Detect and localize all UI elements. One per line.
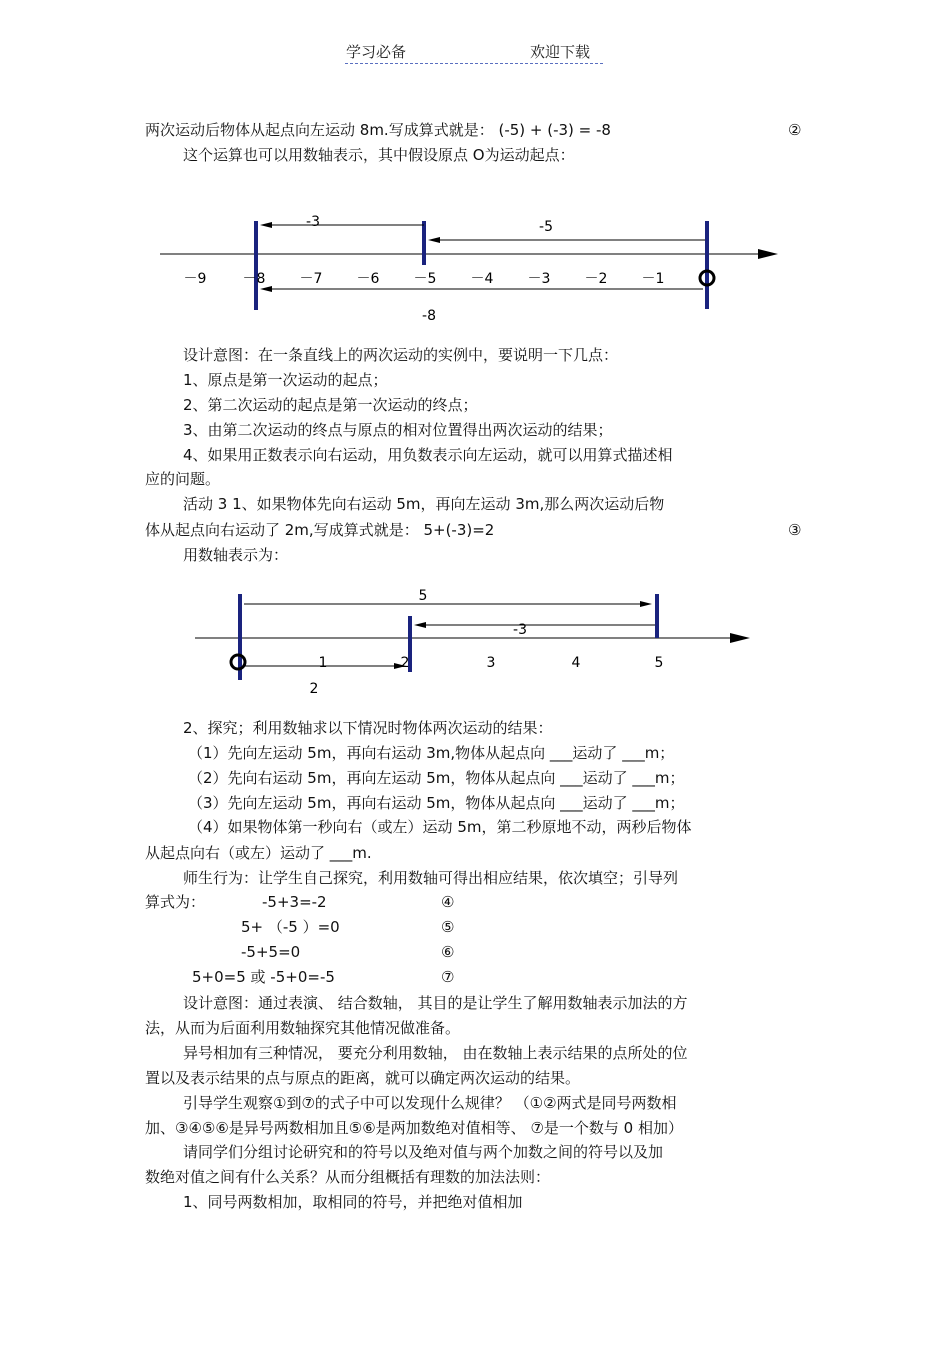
arrow-label-2: 2: [309, 681, 319, 697]
tick-label: －3: [527, 271, 551, 287]
equation-mark-7: ⑦: [441, 968, 455, 986]
header-left: 学习必备: [346, 43, 407, 61]
tick-label: －5: [413, 271, 437, 287]
equation-mark-5: ⑤: [441, 918, 455, 936]
number-line-1: [150, 205, 800, 330]
axis-arrowhead: [730, 633, 750, 643]
arrow-label-5: 5: [418, 588, 428, 604]
design-intent-1: 设计意图：在一条直线上的两次运动的实例中，要说明一下几点：: [183, 346, 619, 364]
formula-6: -5+5=0: [241, 943, 301, 961]
arrow-minus3-head: [260, 222, 272, 228]
tick-label: 1: [318, 655, 328, 671]
explore-question-1: （1）先向左运动 5m，再向右运动 3m,物体从起点向 ___运动了 ___m；: [188, 744, 675, 762]
design-point-2: 2、第二次运动的起点是第一次运动的终点；: [183, 396, 478, 414]
formula-7: 5+0=5 或 -5+0=-5: [192, 968, 335, 986]
axis-arrowhead: [758, 249, 778, 259]
equation-mark-2: ②: [788, 121, 802, 139]
design-intent-2-cont: 法，从而为后面利用数轴探究其他情况做准备。: [145, 1019, 461, 1037]
arrow-label-minus3: -3: [306, 214, 320, 230]
tick-label: 4: [571, 655, 581, 671]
guide-para-cont: 加、③④⑤⑥是异号两数相加且⑤⑥是两加数绝对值相等、 ⑦是一个数与 0 相加）: [145, 1119, 683, 1137]
arrow-minus5-head: [428, 237, 440, 243]
number-line-2: [190, 580, 770, 705]
tick-label: 2: [400, 655, 410, 671]
tick-label: 3: [486, 655, 496, 671]
para-sum-left: 两次运动后物体从起点向左运动 8m.写成算式就是： (-5) + (-3) = -8: [145, 121, 611, 139]
activity3-line2: 体从起点向右运动了 2m,写成算式就是： 5+(-3)=2: [145, 521, 495, 539]
design-intent-2: 设计意图：通过表演、 结合数轴， 其目的是让学生了解用数轴表示加法的方: [183, 994, 688, 1012]
header-divider: [345, 63, 603, 64]
explore-question-3: （3）先向左运动 5m，再向右运动 5m，物体从起点向 ___运动了 ___m；: [188, 794, 685, 812]
tick-label: －2: [584, 271, 608, 287]
formula-4: -5+3=-2: [262, 893, 327, 911]
explore-title: 2、探究；利用数轴求以下情况时物体两次运动的结果：: [183, 719, 553, 737]
equation-mark-3: ③: [788, 521, 802, 539]
explore-question-4: （4）如果物体第一秒向右（或左）运动 5m，第二秒原地不动，两秒后物体: [188, 818, 692, 836]
design-point-4: 4、如果用正数表示向右运动，用负数表示向左运动，就可以用算式描述相: [183, 446, 673, 464]
design-point-4-cont: 应的问题。: [145, 470, 221, 488]
tick-label: 5: [654, 655, 664, 671]
activity3-line1: 活动 3 1、如果物体先向右运动 5m，再向左运动 3m,那么两次运动后物: [183, 495, 665, 513]
formula-5: 5+ （-5 ）=0: [241, 918, 340, 936]
arrow-label-minus3: -3: [513, 622, 527, 638]
arrow-5-head: [640, 601, 652, 607]
explore-question-2: （2）先向右运动 5m，再向左运动 5m，物体从起点向 ___运动了 ___m；: [188, 769, 685, 787]
diff-sign-para-cont: 置以及表示结果的点与原点的距离，就可以确定两次运动的结果。: [145, 1069, 581, 1087]
equation-mark-6: ⑥: [441, 943, 455, 961]
design-point-1: 1、原点是第一次运动的起点；: [183, 371, 388, 389]
tick-label: －7: [299, 271, 323, 287]
guide-para: 引导学生观察①到⑦的式子中可以发现什么规律？ （①②两式是同号两数相: [183, 1094, 677, 1112]
arrow-minus3-head: [414, 622, 426, 628]
teacher-action-cont: 算式为：: [145, 893, 206, 911]
diff-sign-para: 异号相加有三种情况， 要充分利用数轴， 由在数轴上表示结果的点所处的位: [183, 1044, 688, 1062]
header-right: 欢迎下载: [530, 43, 591, 61]
teacher-action: 师生行为：让学生自己探究，利用数轴可得出相应结果，依次填空；引导列: [183, 869, 679, 887]
arrow-label-minus5: -5: [539, 219, 553, 235]
equation-mark-4: ④: [441, 893, 455, 911]
group-para-cont: 数绝对值之间有什么关系？从而分组概括有理数的加法法则：: [145, 1168, 551, 1186]
design-point-3: 3、由第二次运动的终点与原点的相对位置得出两次运动的结果；: [183, 421, 613, 439]
explore-question-4-cont: 从起点向右（或左）运动了 ___m.: [145, 844, 372, 862]
rule-1: 1、同号两数相加，取相同的符号，并把绝对值相加: [183, 1193, 523, 1211]
tick-label: －6: [356, 271, 380, 287]
tick-label: －4: [470, 271, 494, 287]
arrow-label-minus8: -8: [422, 308, 436, 324]
tick-label: －8: [242, 271, 266, 287]
tick-label: －9: [183, 271, 207, 287]
activity3-axis-intro: 用数轴表示为：: [183, 546, 289, 564]
group-para: 请同学们分组讨论研究和的符号以及绝对值与两个加数之间的符号以及加: [183, 1143, 664, 1161]
tick-label: －1: [641, 271, 665, 287]
para-axis-intro: 这个运算也可以用数轴表示，其中假设原点 O为运动起点：: [183, 146, 575, 164]
